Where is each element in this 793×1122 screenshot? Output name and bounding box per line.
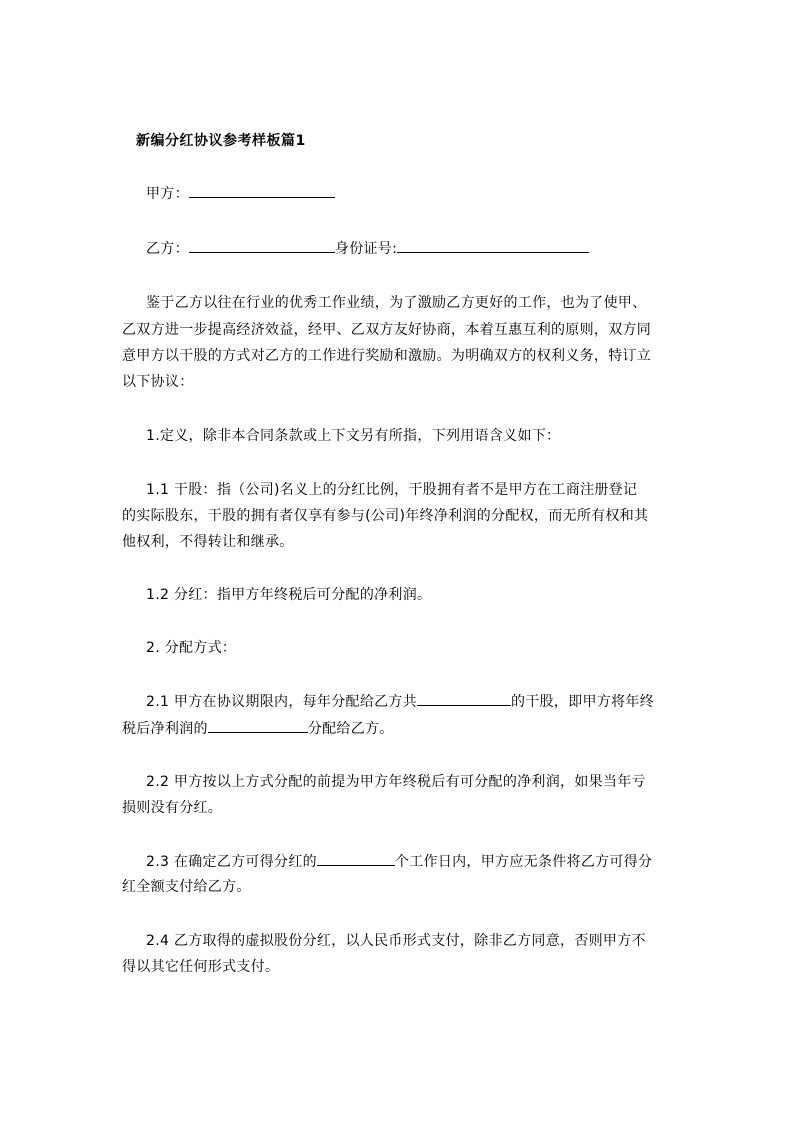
clause-2-1-text: 分配给乙方。 xyxy=(307,721,394,737)
party-b-label: 乙方： xyxy=(146,241,189,257)
party-a-blank[interactable] xyxy=(189,185,335,198)
clause-2-3-text: 个工作日内，甲方应无条件将乙方可得分 xyxy=(394,854,653,870)
section-1-heading: 1.定义，除非本合同条款或上下文另有所指，下列用语含义如下： xyxy=(146,428,561,444)
clause-2-4-line: 得以其它任何形式支付。 xyxy=(122,959,280,975)
intro-line: 以下协议： xyxy=(122,374,194,390)
clause-2-2-line: 2.2 甲方按以上方式分配的前提为甲方年终税后有可分配的净利润，如果当年亏 xyxy=(146,774,646,790)
clause-1-1-line: 1.1 干股：指（公司)名义上的分红比例，干股拥有者不是甲方在工商注册登记 xyxy=(146,482,638,498)
intro-line: 意甲方以干股的方式对乙方的工作进行奖励和激励。为明确双方的权利义务，特订立 xyxy=(122,348,652,364)
clause-1-1-line: 的实际股东，干股的拥有者仅享有参与(公司)年终净利润的分配权，而无所有权和其 xyxy=(122,508,649,524)
clause-2-1-line xyxy=(122,720,394,737)
clause-1-1-line: 他权利，不得转让和继承。 xyxy=(122,534,294,550)
clause-2-3-text: 2.3 在确定乙方可得分红的 xyxy=(146,854,317,870)
intro-line: 乙双方进一步提高经济效益，经甲、乙双方友好协商，本着互惠互利的原则，双方同 xyxy=(122,322,652,338)
clause-1-2: 1.2 分红：指甲方年终税后可分配的净利润。 xyxy=(146,587,432,603)
clause-2-4-line: 2.4 乙方取得的虚拟股份分红，以人民币形式支付，除非乙方同意，否则甲方不 xyxy=(146,933,646,949)
document-title: 新编分红协议参考样板篇1 xyxy=(136,133,306,149)
party-b-line xyxy=(146,240,589,257)
section-2-heading: 2. 分配方式： xyxy=(146,640,237,656)
party-a-label: 甲方： xyxy=(146,186,189,202)
clause-2-1-text: 税后净利润的 xyxy=(122,721,208,737)
intro-line: 鉴于乙方以往在行业的优秀工作业绩，为了激励乙方更好的工作，也为了使甲、 xyxy=(146,295,647,311)
id-number-label: 身份证号: xyxy=(334,241,398,257)
clause-2-1-text: 的干股，即甲方将年终 xyxy=(511,694,655,710)
clause-2-1-text: 2.1 甲方在协议期限内，每年分配给乙方共 xyxy=(146,694,418,710)
clause-2-3-line xyxy=(146,853,652,870)
profit-share-blank[interactable] xyxy=(208,720,308,733)
shares-blank[interactable] xyxy=(417,693,511,706)
party-b-blank[interactable] xyxy=(189,240,335,253)
clause-2-2-line: 损则没有分红。 xyxy=(122,800,223,816)
clause-2-1-line xyxy=(146,693,654,710)
party-a-line xyxy=(146,185,335,202)
clause-2-3-line: 红全额支付给乙方。 xyxy=(122,879,251,895)
id-number-blank[interactable] xyxy=(397,240,589,253)
workdays-blank[interactable] xyxy=(317,853,395,866)
